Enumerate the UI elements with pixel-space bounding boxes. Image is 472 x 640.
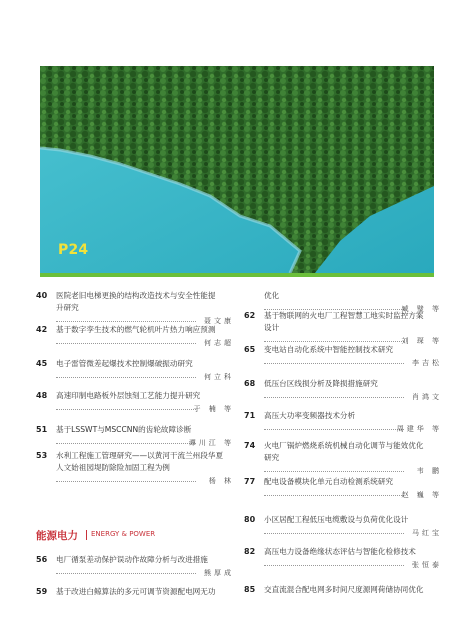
article-title [264,546,442,558]
article-title-line: 低压台区线损分析及降损措施研究 [264,379,378,388]
article-title [264,514,442,526]
page-number: 48 [36,391,48,400]
article-title-line: 高压大功率变频器技术分析 [264,411,356,420]
article-title-line: 水利工程施工管理研究——以黄河干流兰州段华夏 [56,451,224,460]
article-title [56,324,234,336]
author-name: 于 楠 等 [193,405,234,413]
feature-page-reference[interactable]: P24 [58,242,89,258]
article-title [56,554,234,566]
article-title [56,586,234,598]
lake-forest-image [40,66,434,273]
page-number: 74 [244,441,256,450]
article-title [264,476,442,488]
page-number: 65 [244,345,256,354]
leader-dots [56,481,196,482]
leader-dots [56,573,196,574]
article-title [264,440,442,464]
article-title-line: 优化 [264,291,280,300]
article-title [56,390,234,402]
leader-dots [56,443,196,444]
cover-photo [40,66,434,273]
article-title-line: 研究 [264,453,280,462]
article-title-line: 升研究 [56,303,79,312]
article-title-line: 电厂循泵差动保护误动作故障分析与改进措施 [56,555,208,564]
page-number: 40 [36,291,48,300]
page-number: 71 [244,411,256,420]
author-name: 周建华 等 [396,425,442,433]
author-name: 臧 璧 等 [401,305,442,313]
page-number: 53 [36,451,48,460]
author-name: 何立科 [204,373,234,381]
article-title-line: 基于改进白鲸算法的多元可调节资源配电网无功 [56,587,216,596]
page-number: 42 [36,325,48,334]
leader-dots [264,471,404,472]
article-title [264,310,442,334]
author-name: 何志超 [204,339,234,347]
article-title-line: 电子雷管微差起爆技术控制爆破振动研究 [56,359,193,368]
article-title [264,290,442,302]
article-title [264,378,442,390]
author-name: 李吉松 [412,359,442,367]
page-number: 45 [36,359,48,368]
page-number: 80 [244,515,256,524]
leader-dots [56,321,196,322]
article-title [264,584,442,596]
leader-dots [264,429,404,430]
leader-dots [264,397,404,398]
author-name: 张恒泰 [412,561,442,569]
article-title [56,450,234,474]
page-number: 59 [36,587,48,596]
leader-dots [264,341,404,342]
author-name: 熊厚成 [204,569,234,577]
leader-dots [56,409,196,410]
leader-dots [264,495,404,496]
page-number: 62 [244,311,256,320]
article-title-line: 火电厂锅炉燃烧系统机械自动化调节与能效优化 [264,441,424,450]
article-title-line: 医院老旧电梯更换的结构改造技术与安全性能提 [56,291,216,300]
author-name: 杨 林 [208,477,234,485]
article-title-line: 配电设备模块化单元自动检测系统研究 [264,477,394,486]
section-divider [86,530,87,540]
author-name: 聂文康 [204,317,234,325]
author-name: 谭川江 等 [188,439,234,447]
article-title [264,410,442,422]
article-title-line: 基于物联网的火电厂工程智慧工地实时监控方案 [264,311,424,320]
article-title-line: 小区居配工程低压电缆敷设与负荷优化设计 [264,515,409,524]
leader-dots [264,533,404,534]
author-name: 马红宝 [412,529,442,537]
article-title-line: 交直流混合配电网多时间尺度源网荷储协同优化 [264,585,424,594]
page-number: 85 [244,585,256,594]
leader-dots [56,343,196,344]
page-number: 77 [244,477,256,486]
author-name: 刘 琛 等 [401,337,442,345]
author-name: 韦 鹏 [416,467,442,475]
article-title-line: 基于LSSWT与MSCCNN的齿轮故障诊断 [56,425,192,434]
page-number: 56 [36,555,48,564]
page-number: 51 [36,425,48,434]
section-heading [36,528,234,542]
page-number: 82 [244,547,256,556]
author-name: 赵 巍 等 [401,491,442,499]
leader-dots [56,377,196,378]
article-title-line: 基于数字孪生技术的燃气轮机叶片热力响应预测 [56,325,216,334]
article-title [56,424,234,436]
page-number: 68 [244,379,256,388]
section-title-cn: 能源电力 [36,530,78,542]
article-title [56,358,234,370]
author-name: 肖鸿文 [412,393,442,401]
article-title-line: 高压电力设备绝缘状态评估与智能化检修技术 [264,547,416,556]
leader-dots [264,565,404,566]
leader-dots [264,363,404,364]
article-title-line: 人文始祖园堤防除险加固工程为例 [56,463,170,472]
article-title-line: 设计 [264,323,280,332]
article-title [56,290,234,314]
section-title-en: ENERGY & POWER [91,530,156,538]
hero-accent-bar [40,273,434,277]
article-title-line: 变电站自动化系统中智能控制技术研究 [264,345,394,354]
article-title-line: 高速印制电路板外层蚀刻工艺能力提升研究 [56,391,201,400]
article-title [264,344,442,356]
